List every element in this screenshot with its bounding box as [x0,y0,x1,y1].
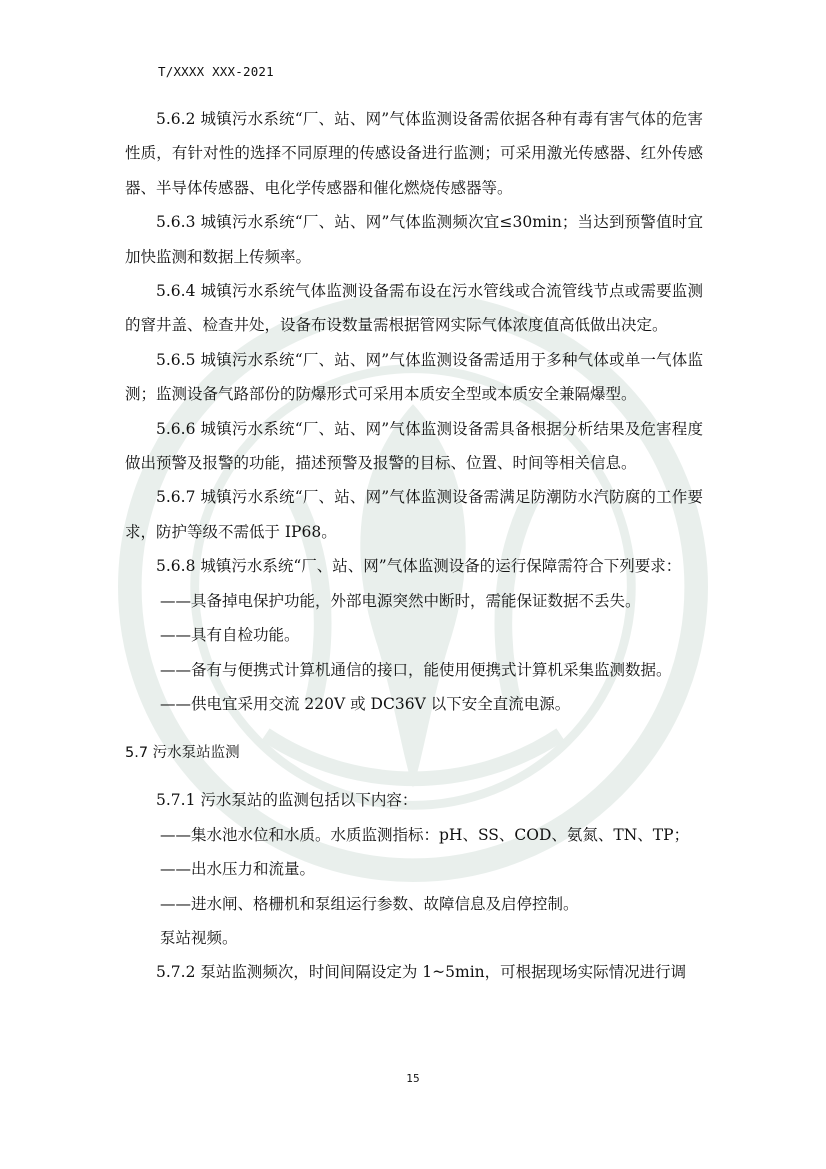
page-number: 15 [406,1073,420,1085]
clause-5-6-8: 5.6.8 城镇污水系统“厂、站、网”气体监测设备的运行保障需符合下列要求： [156,557,682,576]
clause-5-6-5: 5.6.5 城镇污水系统“厂、站、网”气体监测设备需适用于多种气体或单一气体监测；监测设备气路部份的防爆形式可采用本质安全型或本质安全兼隔爆型。 [125,350,703,404]
clause-5-6-6: 5.6.6 城镇污水系统“厂、站、网”气体监测设备需具备根据分析结果及危害程度做出预警及报警的功能，描述预警及报警的目标、位置、时间等相关信息。 [125,419,703,473]
clause-5-6-4: 5.6.4 城镇污水系统气体监测设备需布设在污水管线或合流管线节点或需要监测的窨井盖、检查井处，设备布设数量需根据管网实际气体浓度值高低做出决定。 [125,282,703,335]
section-heading: 5.7 污水泵站监测 [125,745,240,762]
clause-5-6-7: 5.6.7 城镇污水系统“厂、站、网”气体监测设备需满足防潮防水汽防腐的工作要求，防护等级不需低于 IP68。 [125,488,703,541]
list-item: ——出水压力和流量。 [160,860,316,879]
list-item: ——进水闸、格栅机和泵组运行参数、故障信息及启停控制。 [160,894,579,913]
list-item: ——具备掉电保护功能，外部电源突然中断时，需能保证数据不丢失。 [160,591,641,610]
list-item: ——集水池水位和水质。水质监测指标：pH、SS、COD、氨氮、TN、TP； [160,825,690,844]
list-item-plain: 泵站视频。 [160,928,238,947]
clause-5-7-2: 5.7.2 泵站监测频次，时间间隔设定为 1~5min，可根据现场实际情况进行调 [156,963,687,982]
list-item: ——具有自检功能。 [160,626,300,645]
list-item: ——备有与便携式计算机通信的接口，能使用便携式计算机采集监测数据。 [160,660,672,679]
clause-5-7-1: 5.7.1 污水泵站的监测包括以下内容： [156,791,418,810]
document-body [125,102,703,990]
clause-5-6-3: 5.6.3 城镇污水系统“厂、站、网”气体监测频次宜≤30min；当达到预警值时宜加快监测和数据上传频率。 [125,213,703,266]
document-code-header: T/XXXX XXX-2021 [158,64,274,79]
clause-5-6-2: 5.6.2 城镇污水系统“厂、站、网”气体监测设备需依据各种有毒有害气体的危害性质，有针对性的选择不同原理的传感设备进行监测；可采用激光传感器、红外传感器、半导体传感器、电化学传感器和催化燃烧传感器等。 [125,110,703,197]
list-item: ——供电宜采用交流 220V 或 DC36V 以下安全直流电源。 [160,694,571,713]
